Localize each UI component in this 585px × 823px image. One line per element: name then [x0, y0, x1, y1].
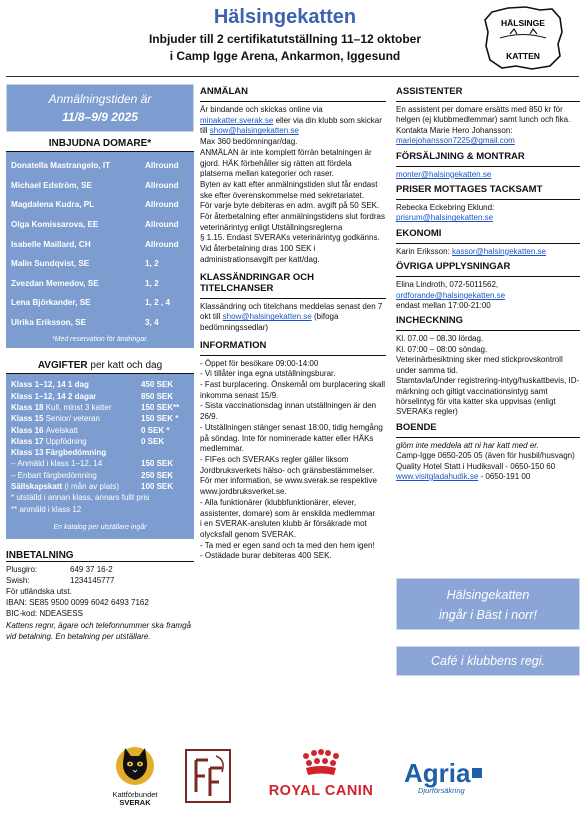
eco-title: EKONOMI: [396, 227, 442, 239]
payment-divider: [6, 561, 194, 562]
judge-row: Isabelle Maillard, CH Allround: [11, 239, 179, 249]
other-title: ÖVRIGA UPPLYSNINGAR: [396, 261, 511, 273]
prize-title: PRISER MOTTAGES TACKSAMT: [396, 184, 543, 196]
agria-logo: Agria Djurförsäkring: [404, 760, 500, 795]
prize-email-link[interactable]: prisrum@halsingekatten.se: [396, 213, 494, 223]
fife-emblem-icon: [182, 748, 234, 804]
royal-canin-logo: ROYAL CANIN: [262, 748, 380, 799]
agria-square-icon: [472, 768, 482, 778]
left-column: [6, 84, 194, 642]
sales-divider: [396, 166, 580, 167]
checkin-title: INCHECKNING: [396, 315, 464, 327]
judge-row: Olga Komissarova, EE Allround: [11, 220, 179, 230]
anmalan-divider: [200, 101, 386, 102]
cafe-box: Café i klubbens regi.: [396, 646, 580, 676]
fee-row: Klass 17 Uppfödning 0 SEK: [11, 436, 165, 446]
page-subtitle: Inbjuder till 2 certifikatutställning 11–12 oktober i Camp Igge Arena, Ankarmon, Iggesund: [148, 32, 422, 63]
judge-row: Zvezdan Memedov, SE 1, 2: [11, 278, 159, 288]
header-divider: [6, 76, 579, 77]
other-divider: [396, 276, 580, 277]
fee-row: – Enbart färgbedömning 250 SEK: [11, 470, 174, 480]
sverak-logo: Kattförbundet SVERAK: [102, 742, 168, 807]
fee-row: Klass 16 Avelskatt 0 SEK *: [11, 425, 170, 435]
fee-row: Klass 1–12, 14 2 dagar 850 SEK: [11, 391, 174, 401]
payment-info: Plusgiro: 649 37 16-2 Swish: 1234145777 För utländska utst. IBAN: SE85 9500 0099 6042 6493 7162 BIC-kod: NDEASESS Kattens regnr, ägare och telefonnummer ska framgå vid betalning. En betalning per utställare.: [6, 565, 191, 642]
halsingekatten-logo: [480, 4, 566, 72]
fee-row: Klass 1–12, 14 1 dag 450 SEK: [11, 380, 174, 390]
fee-row: Sällskapskatt (i mån av plats) 100 SEK: [11, 482, 174, 492]
fee-row: – Anmäld i klass 1–12, 14 150 SEK: [11, 459, 174, 469]
sales-title: FÖRSÄLJNING & MONTRAR: [396, 150, 525, 162]
svg-text:HÄLSINGE: HÄLSINGE: [501, 18, 545, 28]
best-north-box: Hälsingekatten ingår i Bäst i norr!: [396, 578, 580, 630]
catalog-note: En katalog per utställare ingår: [53, 523, 147, 531]
svg-text:KATTEN: KATTEN: [506, 51, 540, 61]
fee-row: Klass 18 Kull, minst 3 katter 150 SEK**: [11, 402, 180, 412]
sponsor-logos: [0, 738, 585, 818]
eco-divider: [396, 243, 580, 244]
judge-row: Donatella Mastrangelo, IT Allround: [11, 161, 179, 171]
visit-link[interactable]: www.visitgladahudik.se: [396, 471, 479, 481]
lodging-divider: [396, 437, 580, 438]
assist-divider: [396, 101, 580, 102]
fees-note-2: ** anmäld i klass 12: [11, 504, 82, 514]
fees-table: [6, 374, 194, 539]
right-column: ASSISTENTER En assistent per domare ersätts med 850 kr för helgen (ej klubbmedlemmar) samt lunch och fika. Kontakta Marie Hero Johansson: mariejohansson7225@gmail.com FÖRSÄLJNING & MONTRAR monter@halsingekatten.se PRISER MOTTAGES TACKSAMT Rebecka Eckebring Eklund: prisrum@halsingekatten.se EKONOMI Karin Eriksson: kassor@halsingekatten.se ÖVRIGA UPPLYSNINGAR Elina Lindroth, 072-5011562, ordforande@halsingekatten.se endast mellan 17:00-21:00 INCHECKNING Kl. 07.00 – 08.30 lördag. Kl. 07:00 – 08:00 söndag. Veterinärbesiktning sker med stickprovskontroll under samma tid. Stamtavla/Under registrering-intyg/huskattbevis, ID-märkning och giltigt vaccinationsintyg samt hörselintyg för vita katter ska uppvisas (enligt SVERAKs regler) BOENDE glöm inte meddela att ni har katt med er. Camp-Igge 0650-205 05 (även för husbil/husvagn) Quality Hotel Statt i Hudiksvall - 0650-150 60 www.visitgladahudik.se - 0650-191 00: [396, 86, 580, 481]
lodging-title: BOENDE: [396, 421, 437, 433]
other-email-link[interactable]: ordforande@halsingekatten.se: [396, 290, 506, 300]
klass-divider: [200, 298, 386, 299]
judges-title: INBJUDNA DOMARE*: [48, 138, 152, 149]
assist-email-link[interactable]: mariejohansson7225@gmail.com: [396, 136, 515, 146]
judge-row: Lena Björkander, SE 1, 2 , 4: [11, 298, 171, 308]
info-title: INFORMATION: [200, 339, 267, 351]
payment-title: INBETALNING: [6, 550, 74, 562]
judge-row: Malin Sundqvist, SE 1, 2: [11, 259, 159, 269]
anmalan-title: ANMÄLAN: [200, 86, 249, 97]
prize-divider: [396, 199, 580, 200]
klass-title: KLASSÄNDRINGAR OCH TITELCHANSER: [200, 271, 314, 294]
fees-note-1: * utställd i annan klass, annars fullt pris: [11, 493, 150, 503]
judge-row: Michael Edström, SE Allround: [11, 180, 179, 190]
show-email-link-2[interactable]: show@halsingekatten.se: [222, 312, 312, 322]
judge-row: Magdalena Kudra, PL Allround: [11, 200, 179, 210]
judge-row: Ulrika Eriksson, SE 3, 4: [11, 318, 159, 328]
info-divider: [200, 355, 386, 356]
judges-note: *Med reservation för ändringar.: [51, 336, 149, 344]
fee-row: Klass 13 Färgbedömning: [11, 448, 107, 458]
eco-email-link[interactable]: kassor@halsingekatten.se: [452, 246, 546, 256]
crown-icon: [298, 748, 344, 778]
registration-box: Anmälningstiden är 11/8–9/9 2025: [6, 84, 194, 132]
fife-logo: [182, 748, 234, 804]
fees-title: AVGIFTER per katt och dag: [37, 360, 163, 372]
sales-email-link[interactable]: monter@halsingekatten.se: [396, 169, 492, 179]
fee-row: Klass 15 Senior/ veteran 150 SEK *: [11, 414, 179, 424]
checkin-divider: [396, 330, 580, 331]
page-title: Hälsingekatten: [213, 6, 357, 28]
assist-title: ASSISTENTER: [396, 86, 463, 97]
cat-icon: [114, 742, 156, 786]
minakatter-link[interactable]: minakatter.sverak.se: [200, 115, 274, 125]
judges-list: [6, 152, 194, 348]
show-email-link[interactable]: show@halsingekatten.se: [209, 126, 299, 136]
middle-column: ANMÄLAN Är bindande och skickas online via minakatter.sverak.se eller via din klubb som skickar till show@halsingekatten.se Max 360 bedömningar/dag. ANMÄLAN är inte komplett förrän betalningen är gjord. HÄK förbehåller sig rätten att fördela platserna mellan kategorier och raser. Byten av katt efter anmälningstiden slut får endast ske efter överenskommelse med sekretariatet. För varje byte debiteras en adm. avgift på 50 SEK. För återbetalning efter anmälningstidens slut fordras veterinärintyg enligt Utställningsreglerna § 1.15. Endast SVERAKs veterinärintyg godkänns. Vid återbetalning dras 100 SEK i administrationsavgift per katt/dag. KLASSÄNDRINGAR OCH TITELCHANSER Klassändring och titelchans meddelas senast den 7 okt till show@halsingekatten.se (bifoga bedömningssedlar) INFORMATION - Öppet för besökare 09:00-14:00 - Vi tillåter inga egna utställningsburar. - Fast burplacering. Önskemål om burplacering skall inkomma senast 15/9. - Sista vaccinationsdag innan utställningen är den 26/9. - Utställningen stänger senast 18:00, tidig hemgång på söndag. Inte för nominerade katter eller HÄKs medlemmar. - FIFes och SVERAKs regler gäller liksom Jordbruksverkets hälso- och gränsbestämmelser. För mer information, se www.sverak.se respektive www.jordbruksverket.se. - Alla funktionärer (klubbfunktionärer, elever, assistenter, domare) som är enskilda medlemmar i en SVERAK-ansluten klubb är försäkrade mot olycksfall genom SVERAK. - Ta med er egen sand och ta med den hem igen! - Ostädade burar debiteras 400 SEK.: [200, 86, 385, 561]
